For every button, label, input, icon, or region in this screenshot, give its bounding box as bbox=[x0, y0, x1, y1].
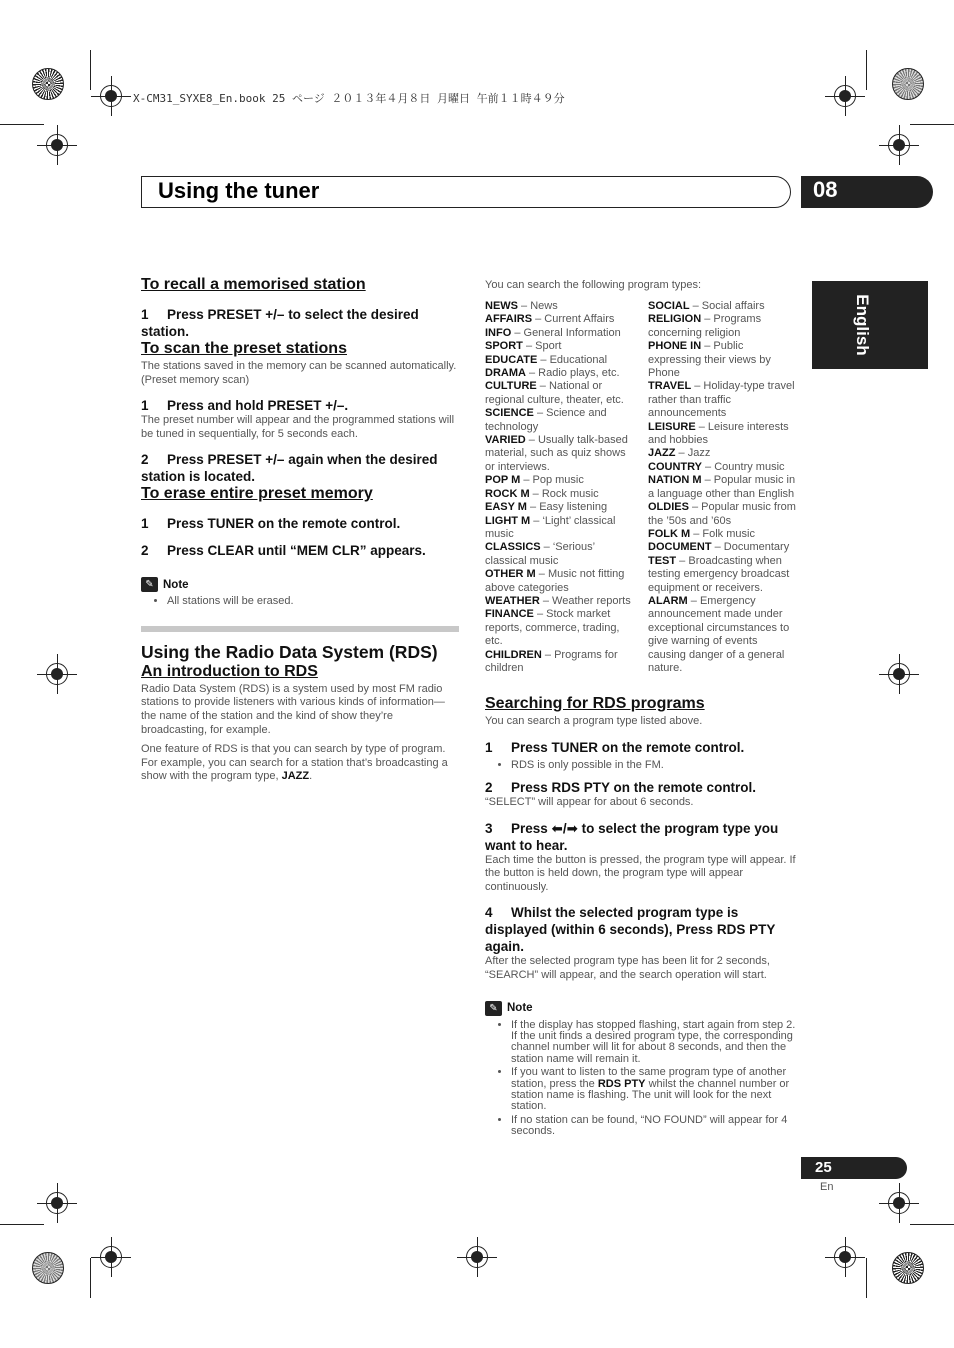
program-type-item bbox=[648, 313, 798, 340]
program-type-code: JAZZ bbox=[648, 447, 676, 460]
program-type-code: OLDIES bbox=[648, 501, 689, 514]
search-step-1: 1 Press TUNER on the remote control. bbox=[485, 739, 745, 755]
program-type-description: – Broadcasting when testing emergency broadcast equipment or receivers. bbox=[648, 554, 790, 594]
program-type-code: COUNTRY bbox=[648, 460, 702, 473]
registration-star-bottom-left bbox=[32, 1252, 64, 1284]
registration-mark bbox=[46, 663, 68, 685]
program-type-item bbox=[648, 421, 798, 448]
scan-intro: The stations saved in the memory can be scanned automatically. (Preset memory scan) bbox=[141, 360, 457, 386]
program-type-description: – Programs concerning religion bbox=[648, 313, 762, 339]
search-note-heading: ✎ Note bbox=[485, 1001, 801, 1016]
scan-step-2: 2 Press PRESET +/– again when the desired station is located. bbox=[141, 452, 438, 485]
program-type-description: – Current Affairs bbox=[532, 313, 615, 326]
program-type-item bbox=[485, 300, 635, 313]
program-type-description: – Science and technology bbox=[485, 407, 607, 433]
program-type-item bbox=[648, 461, 798, 474]
program-type-item bbox=[485, 501, 635, 514]
program-type-item bbox=[485, 474, 635, 487]
search-step-1-note: • RDS is only possible in the FM. bbox=[511, 760, 801, 771]
erase-heading: To erase entire preset memory bbox=[141, 485, 373, 503]
note-pencil-icon: ✎ bbox=[485, 1001, 502, 1016]
program-type-description: – Leisure interests and hobbies bbox=[648, 420, 789, 447]
program-type-item bbox=[485, 380, 635, 407]
program-types-intro: You can search the following program types: bbox=[485, 279, 702, 291]
program-type-description: – ‘Serious’ classical music bbox=[485, 541, 595, 567]
scan-step-1: 1 Press and hold PRESET +/–. bbox=[141, 398, 349, 414]
program-type-code: NATION M bbox=[648, 474, 702, 487]
program-type-code: LIGHT M bbox=[485, 514, 531, 527]
crop-mark bbox=[0, 124, 44, 125]
page-number: 25 bbox=[815, 1159, 832, 1176]
page-number-box bbox=[801, 1157, 907, 1179]
crop-mark bbox=[0, 1224, 44, 1225]
registration-mark bbox=[888, 134, 910, 156]
program-type-item bbox=[485, 488, 635, 501]
program-type-code: TRAVEL bbox=[648, 380, 692, 393]
chapter-number-box bbox=[801, 176, 933, 208]
erase-step-2: 2 Press CLEAR until “MEM CLR” appears. bbox=[141, 543, 426, 559]
right-column bbox=[485, 695, 801, 1140]
program-type-item bbox=[485, 568, 635, 595]
erase-note-list bbox=[141, 596, 459, 607]
program-type-code: INFO bbox=[485, 326, 512, 339]
registration-mark bbox=[888, 663, 910, 685]
program-type-item bbox=[485, 515, 635, 542]
program-type-code: ROCK M bbox=[485, 487, 530, 500]
program-type-code: EASY M bbox=[485, 501, 527, 514]
search-step-4: 4 Whilst the selected program type is displayed (within 6 seconds), Press RDS PTY again. bbox=[485, 905, 776, 955]
page-title-bar bbox=[141, 176, 791, 208]
registration-star-top-right bbox=[892, 68, 924, 100]
search-step-2: 2 Press RDS PTY on the remote control. bbox=[485, 780, 757, 795]
program-type-code: TEST bbox=[648, 554, 677, 567]
registration-star-top-left bbox=[32, 68, 64, 100]
scan-heading: To scan the preset stations bbox=[141, 340, 347, 357]
erase-step-1: 1 Press TUNER on the remote control. bbox=[141, 516, 401, 532]
program-type-description: – Educational bbox=[537, 353, 608, 366]
left-right-arrow-icon: ⬅/➡ bbox=[551, 820, 578, 836]
program-type-item bbox=[485, 367, 635, 380]
recall-heading: To recall a memorised station bbox=[141, 276, 366, 293]
language-tab bbox=[812, 281, 928, 369]
program-type-description: – Popular music from the ’50s and ’60s bbox=[648, 501, 796, 527]
page-title: Using the tuner bbox=[158, 178, 320, 203]
program-type-description: – Usually talk-based material, such as quiz shows or interviews. bbox=[485, 434, 628, 473]
registration-star-bottom-right bbox=[892, 1252, 924, 1284]
section-divider bbox=[141, 626, 459, 632]
crop-mark bbox=[910, 124, 954, 125]
program-type-description: – Folk music bbox=[690, 527, 755, 540]
search-note-item: • If no station can be found, “NO FOUND” will appear for 4 seconds. bbox=[511, 1115, 801, 1138]
program-type-description: – Programs for children bbox=[485, 648, 618, 674]
search-intro: You can search a program type listed above. bbox=[485, 715, 703, 727]
program-type-item bbox=[485, 541, 635, 568]
rds-heading: Using the Radio Data System (RDS) bbox=[141, 641, 438, 662]
registration-mark bbox=[46, 134, 68, 156]
registration-mark bbox=[834, 85, 856, 107]
rds-para-1: Radio Data System (RDS) is a system used by most FM radio stations to provide listeners with various kinds of information—the name of the station and the kind of show they’re broadcasting, for example. bbox=[141, 682, 445, 736]
program-type-item bbox=[485, 327, 635, 340]
search-note-list bbox=[485, 1020, 801, 1138]
program-type-code: POP M bbox=[485, 474, 521, 487]
program-type-item bbox=[485, 434, 635, 474]
registration-mark bbox=[466, 1246, 488, 1268]
crop-mark bbox=[90, 50, 91, 90]
program-type-code: VARIED bbox=[485, 434, 526, 447]
program-types-column-1 bbox=[485, 300, 635, 675]
program-type-item bbox=[648, 501, 798, 528]
erase-note-heading: ✎ Note bbox=[141, 577, 459, 592]
program-type-item bbox=[648, 380, 798, 420]
chapter-number: 08 bbox=[813, 177, 838, 202]
crop-mark bbox=[866, 50, 867, 90]
crop-mark bbox=[866, 1258, 867, 1298]
crop-mark bbox=[910, 1224, 954, 1225]
program-type-description: – Sport bbox=[522, 340, 562, 353]
program-type-description: – Stock market reports, commerce, trading, etc. bbox=[485, 608, 620, 648]
program-type-item bbox=[485, 649, 635, 676]
left-column bbox=[141, 276, 459, 784]
program-type-code: PHONE IN bbox=[648, 340, 702, 353]
note-pencil-icon: ✎ bbox=[141, 577, 158, 592]
registration-mark bbox=[100, 1246, 122, 1268]
program-type-description: – Popular music in a language other than English bbox=[648, 474, 796, 500]
page-language: En bbox=[820, 1181, 834, 1193]
program-type-item bbox=[648, 300, 798, 313]
program-type-description: – Weather reports bbox=[539, 594, 631, 607]
program-type-code: ALARM bbox=[648, 594, 688, 607]
program-type-code: NEWS bbox=[485, 300, 518, 312]
program-type-code: SCIENCE bbox=[485, 407, 534, 420]
program-type-code: WEATHER bbox=[485, 594, 540, 607]
program-type-item bbox=[648, 447, 798, 460]
program-type-code: AFFAIRS bbox=[485, 313, 533, 326]
program-type-description: – General Information bbox=[511, 326, 621, 339]
recall-step-1: 1 Press PRESET +/– to select the desired station. bbox=[141, 307, 419, 339]
registration-mark bbox=[100, 85, 122, 107]
program-type-code: DRAMA bbox=[485, 367, 526, 380]
search-step-1-notes bbox=[485, 760, 801, 771]
scan-step-1-body: The preset number will appear and the programmed stations will be tuned in sequentially, for 5 seconds each. bbox=[141, 414, 455, 440]
program-type-code: SOCIAL bbox=[648, 300, 690, 312]
program-type-code: CHILDREN bbox=[485, 648, 542, 661]
program-type-item bbox=[485, 407, 635, 434]
program-type-code: LEISURE bbox=[648, 420, 696, 433]
program-type-code: EDUCATE bbox=[485, 353, 538, 366]
registration-mark bbox=[888, 1192, 910, 1214]
program-type-description: – Emergency announcement made under exceptional circumstances to give warning of events causing danger of a general nature. bbox=[648, 594, 790, 674]
program-type-description: – Radio plays, etc. bbox=[525, 367, 620, 380]
program-type-description: – Pop music bbox=[520, 474, 584, 487]
program-type-description: – Music not fitting above categories bbox=[485, 568, 625, 594]
search-heading: Searching for RDS programs bbox=[485, 695, 705, 712]
program-type-item bbox=[648, 340, 798, 380]
program-type-description: – Rock music bbox=[529, 487, 599, 500]
program-type-item bbox=[648, 541, 798, 554]
search-note-item: • If you want to listen to the same program type of another station, press the RDS PTY whilst the channel number or station name is flashing. The unit will look for the next station. bbox=[511, 1067, 801, 1113]
crop-mark bbox=[90, 1258, 91, 1298]
search-step-3: 3 Press ⬅/➡ to select the program type you want to hear. bbox=[485, 820, 779, 853]
program-type-item bbox=[485, 340, 635, 353]
program-type-description: – News bbox=[518, 300, 558, 312]
program-type-description: – Easy listening bbox=[526, 501, 608, 514]
language-tab-label: English bbox=[853, 294, 872, 356]
program-type-code: CLASSICS bbox=[485, 541, 541, 554]
rds-intro-heading: An introduction to RDS bbox=[141, 662, 318, 680]
program-type-code: FOLK M bbox=[648, 527, 691, 540]
registration-mark bbox=[46, 1192, 68, 1214]
print-header: X-CM31_SYXE8_En.book 25 ページ ２０１３年４月８日 月曜日 午前１１時４９分 bbox=[133, 92, 565, 105]
program-type-code: OTHER M bbox=[485, 568, 536, 581]
program-type-description: – National or regional culture, theater, etc. bbox=[485, 380, 624, 406]
program-type-item bbox=[648, 555, 798, 595]
program-type-code: DOCUMENT bbox=[648, 541, 712, 554]
program-type-description: – Holiday-type travel rather than traffic announcements bbox=[648, 380, 795, 420]
program-type-code: CULTURE bbox=[485, 380, 537, 393]
registration-mark bbox=[834, 1246, 856, 1268]
rds-para-2: One feature of RDS is that you can search by type of program. For example, you can search for a station that’s broadcasting a show with the program type, JAZZ. bbox=[141, 743, 448, 783]
program-type-item bbox=[648, 595, 798, 675]
program-type-item bbox=[485, 313, 635, 326]
program-type-code: SPORT bbox=[485, 340, 523, 353]
program-type-description: – Public expressing their views by Phone bbox=[648, 340, 771, 380]
program-type-item bbox=[485, 354, 635, 367]
program-type-item bbox=[648, 528, 798, 541]
program-type-description: – Jazz bbox=[675, 447, 711, 460]
program-type-item bbox=[485, 595, 635, 608]
search-note-item: • If the display has stopped flashing, start again from step 2. If the unit finds a desired program type, the corresponding channel number will lit for about 8 seconds, and then the station name will remain it. bbox=[511, 1020, 801, 1066]
search-step-4-body: After the selected program type has been lit for 2 seconds, “SEARCH” will appear, and the search operation will start. bbox=[485, 955, 770, 981]
program-type-code: RELIGION bbox=[648, 313, 702, 326]
program-type-description: – ‘Light’ classical music bbox=[485, 514, 616, 540]
program-types-column-2 bbox=[648, 300, 798, 675]
program-type-description: – Country music bbox=[701, 460, 785, 473]
program-type-code: FINANCE bbox=[485, 608, 534, 621]
program-type-description: – Documentary bbox=[711, 541, 790, 554]
program-type-description: – Social affairs bbox=[689, 300, 765, 312]
program-type-item bbox=[648, 474, 798, 501]
search-step-3-body: Each time the button is pressed, the program type will appear. If the button is held down, the program type will appear continuously. bbox=[485, 853, 796, 893]
program-type-item bbox=[485, 608, 635, 648]
erase-note-item: • All stations will be erased. bbox=[167, 596, 459, 607]
search-step-2-body: “SELECT” will appear for about 6 seconds. bbox=[485, 796, 694, 808]
